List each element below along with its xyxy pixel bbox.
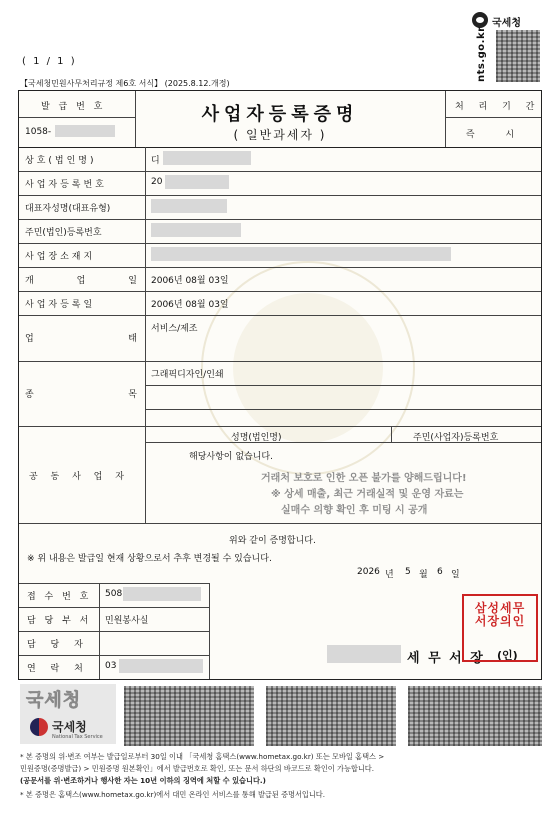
stamp-text — [464, 602, 536, 628]
receipt-no-label: 접 수 번 호 — [27, 592, 92, 602]
redacted-address — [151, 247, 451, 261]
certificate-frame — [18, 90, 542, 680]
footer-line-1: * 본 증명의 위·변조 여부는 발급일로부터 30일 이내 「국세청 홈택스(www.hometax.go.kr) 또는 모바일 홈택스 > — [20, 752, 385, 761]
joint-value: 해당사항이 없습니다. — [189, 452, 273, 462]
business-item-value: 그래픽디자인/인쇄 — [151, 370, 224, 380]
issue-month: 5 — [405, 567, 411, 577]
footer-line-4: * 본 증명은 홈택스(www.hometax.go.kr)에서 대민 온라인 서비스를 통해 발급된 증명서입니다. — [20, 790, 326, 799]
department-label: 담 당 부 서 — [27, 616, 92, 626]
redacted-receipt-no — [123, 587, 201, 601]
brand-name-bottom: 국세청 — [52, 720, 87, 734]
barcode-3 — [408, 686, 542, 746]
form-reference: 【국세청민원사무처리규정 제6호 서식】 (2025.8.12.개정) — [20, 79, 230, 88]
biz-reg-no-label: 사업자등록번호 — [25, 180, 107, 190]
joint-business-label: 공 동 사 업 자 — [29, 472, 129, 482]
nts-logo-icon — [30, 718, 48, 736]
footer-line-3: (공문서를 위·변조하거나 행사한 자는 10년 이하의 징역에 처할 수 있습니다.) — [20, 776, 266, 785]
qr-code-top — [496, 30, 540, 82]
registration-date-value: 2006년 08월 03일 — [151, 300, 229, 310]
certify-statement: 위와 같이 증명합니다. — [229, 536, 316, 546]
certify-note: ※ 위 내용은 발급일 현재 상황으로서 추후 변경될 수 있습니다. — [27, 554, 272, 564]
issue-no-value: 1058- — [25, 127, 52, 137]
company-name-value: 디 — [151, 156, 160, 166]
barcode-2 — [266, 686, 396, 746]
brand-url: nts.go.kr — [476, 26, 487, 82]
business-type-value: 서비스/제조 — [151, 324, 198, 334]
stamp-text-row: 서장의인 — [474, 614, 526, 629]
company-name-label: 상호(법인명) — [25, 156, 97, 166]
representative-label: 대표자성명(대표유형) — [25, 204, 111, 214]
biz-reg-no-value: 20 — [151, 177, 163, 187]
signer-title: 세 무 서 장 — [407, 651, 485, 666]
issue-month-unit: 월 — [419, 570, 428, 580]
address-label: 사업장소재지 — [25, 252, 96, 262]
processing-period-value: 즉 시 — [465, 130, 529, 140]
page-count: ( 1 / 1 ) — [22, 56, 77, 67]
resident-no-label: 주민(법인)등록번호 — [25, 228, 102, 238]
opening-date-label: 개 업 일 — [25, 276, 137, 286]
document-subtitle: ( 일반과세자 ) — [233, 128, 327, 142]
notice-line-1: 거래처 보호로 인한 오픈 불가를 양해드립니다! — [261, 473, 467, 484]
processing-period-label: 처 리 기 간 — [455, 102, 541, 112]
phone-label: 연 락 처 — [27, 664, 89, 674]
business-type-label: 업 태 — [25, 334, 137, 344]
issue-day: 6 — [437, 567, 443, 577]
receipt-no-value: 508 — [105, 589, 123, 599]
officer-label: 담 당 자 — [27, 640, 89, 650]
issue-day-unit: 일 — [451, 570, 460, 580]
barcode-1 — [124, 686, 254, 746]
notice-line-3: 실매수 의향 확인 후 미팅 시 공개 — [281, 505, 428, 516]
redacted-biz-reg-no — [165, 175, 229, 189]
redacted-tax-office-name — [327, 645, 401, 663]
redacted-resident-no — [151, 223, 241, 237]
official-seal-stamp — [462, 594, 538, 662]
redacted-representative — [151, 199, 227, 213]
stamp-text-row: 삼성세무 — [474, 601, 526, 615]
nts-brand-block — [20, 684, 116, 744]
phone-value: 03 — [105, 661, 117, 671]
brand-name: 국세청 — [492, 18, 521, 29]
notice-line-2: ※ 상세 매출, 최근 거래실적 및 운영 자료는 — [271, 489, 464, 500]
joint-col-id: 주민(사업자)등록번호 — [413, 433, 499, 443]
opening-date-value: 2006년 08월 03일 — [151, 276, 229, 286]
redacted-company-name — [163, 151, 251, 165]
redacted-phone — [119, 659, 203, 673]
seal-mark: (인) — [497, 649, 518, 662]
business-item-label: 종 목 — [25, 390, 137, 400]
brand-watermark-text: 국세청 — [26, 690, 82, 711]
issue-no-label: 발 급 번 호 — [41, 102, 106, 112]
brand-name-en: National Tax Service — [52, 734, 103, 740]
joint-col-name: 성명(법인명) — [231, 433, 282, 443]
registration-date-label: 사업자등록일 — [25, 300, 96, 310]
issue-year: 2026 — [357, 567, 380, 577]
department-value: 민원봉사실 — [105, 616, 149, 626]
document-title: 사업자등록증명 — [201, 104, 359, 125]
issue-year-unit: 년 — [385, 570, 394, 580]
footer-line-2: 민원증명(증명발급) > 민원증명 원본확인」에서 발급번호로 확인, 또는 문서 하단의 바코드로 확인이 가능합니다. — [20, 764, 375, 773]
